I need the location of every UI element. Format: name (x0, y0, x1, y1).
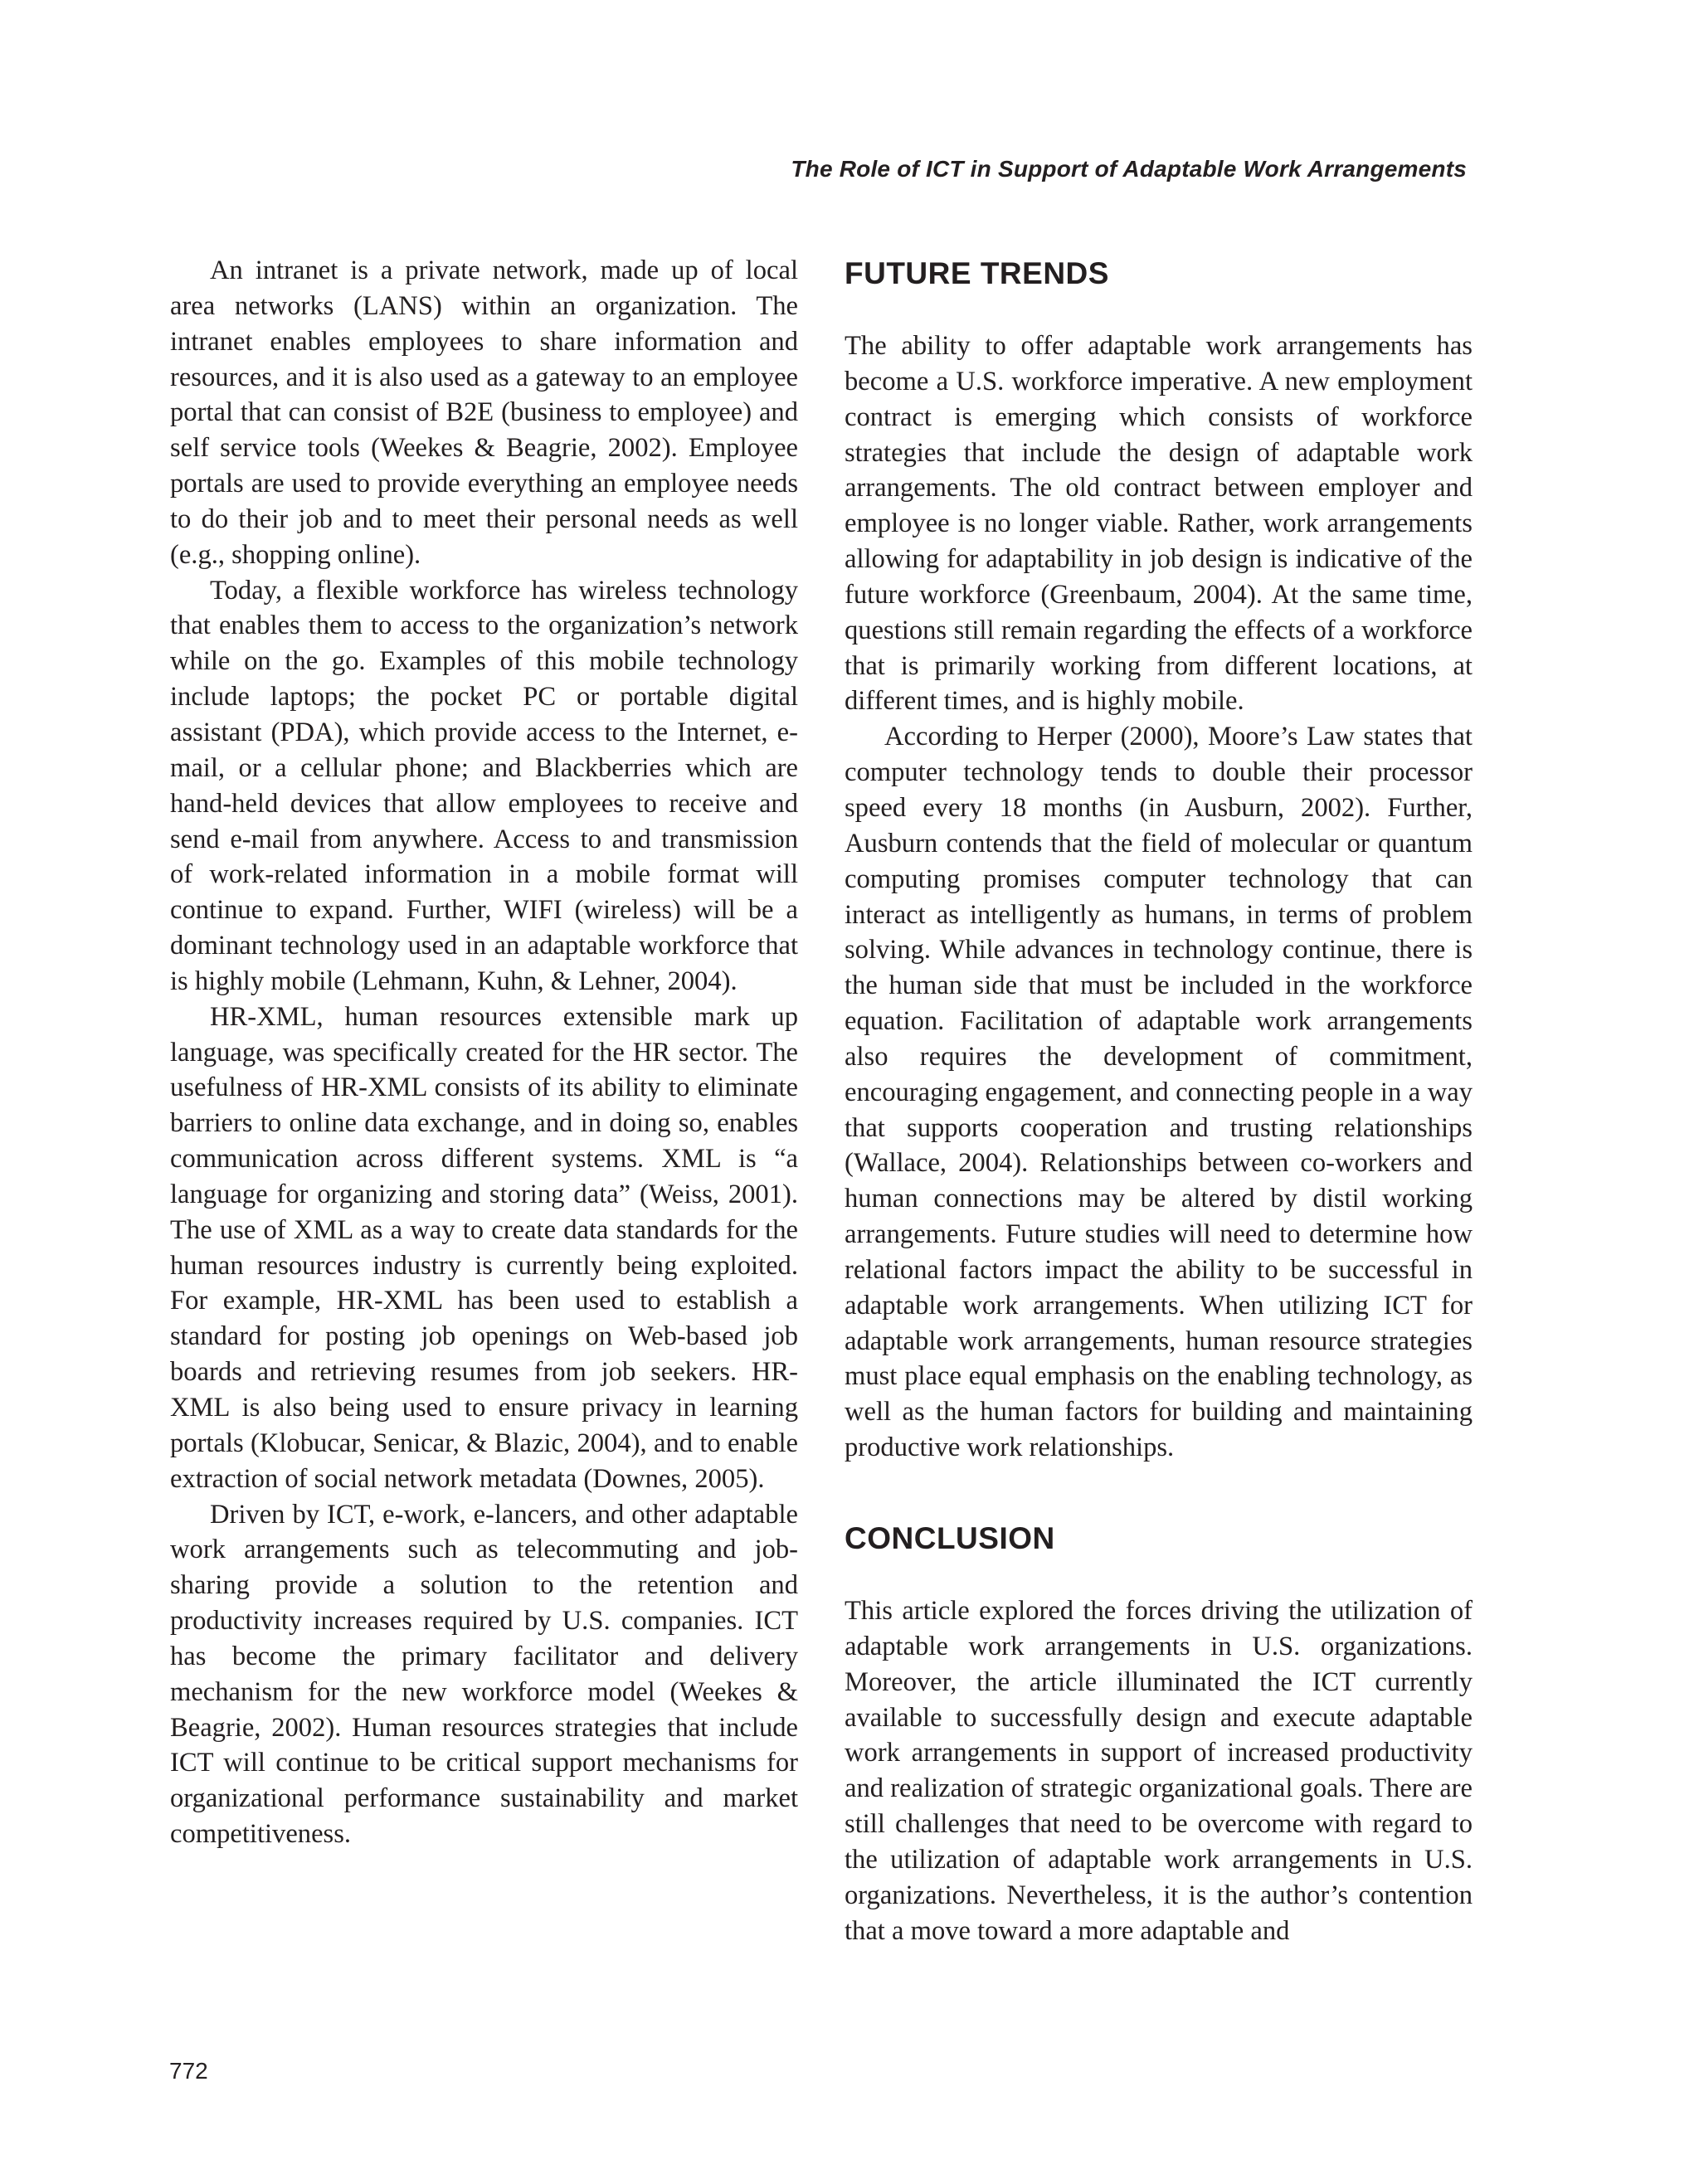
section-heading-conclusion: CONCLUSION (845, 1521, 1055, 1555)
page-number: 772 (169, 2058, 208, 2084)
paragraph-driven-by-ict: Driven by ICT, e-work, e-lancers, and other adaptable work arrangements such as telecommuting and job-sharing provide a solution to the retention and productivity increases required by U.S. companies. ICT has become the primary facilitator and delivery mechanism for the new workforce model (Weekes & Beagrie, 2002). Human resources strategies that include ICT will continue to be critical support mechanisms for organizational performance sustainability and market competitiveness. (170, 1499, 798, 1850)
paragraph-conclusion: This article explored the forces driving the utilization of adaptable work arrangements in U.S. organizations. Moreover, the article illuminated the ICT currently available to successfully design and execute adaptable work arrangements in support of increased productivity and realization of strategic organizational goals. There are still challenges that need to be overcome with regard to the utilization of adaptable work arrangements in U.S. organizations. Nevertheless, it is the author’s contention that a move toward a more adaptable and (845, 1596, 1473, 1946)
section-heading-future-trends: FUTURE TRENDS (845, 256, 1109, 290)
left-column (170, 253, 798, 1852)
paragraph-future-trends-2: According to Herper (2000), Moore’s Law states that computer technology tends to double their processor speed every 18 months (in Ausburn, 2002). Further, Ausburn contends that the field of molecular or quantum computing promises computer technology that can interact as intelligently as humans, in terms of problem solving. While advances in technology continue, there is the human side that must be included in the workforce equation. Facilitation of adaptable work arrangements also requires the development of commitment, encouraging engagement, and connecting people in a way that supports cooperation and trusting relationships (Wallace, 2004). Relationships between co-workers and human connections may be altered by distil working arrangements. Future studies will need to determine how relational factors impact the ability to be successful in adaptable work arrangements. When utilizing ICT for adaptable work arrangements, human resource strategies must place equal emphasis on the enabling technology, as well as the human factors for building and maintaining productive work relationships. (845, 722, 1473, 1463)
running-header: The Role of ICT in Support of Adaptable Work Arrangements (791, 156, 1467, 182)
paragraph-future-trends-1: The ability to offer adaptable work arrangements has become a U.S. workforce imperative. A new employment contract is emerging which consists of workforce strategies that include the design of adaptable work arrangements. The old contract between employer and employee is no longer viable. Rather, work arrangements allowing for adaptability in job design is indicative of the future workforce (Greenbaum, 2004). At the same time, questions still remain regarding the effects of a workforce that is primarily working from different locations, at different times, and is highly mobile. (845, 331, 1473, 717)
paragraph-wireless: Today, a flexible workforce has wireless technology that enables them to access to the organization’s network while on the go. Examples of this mobile technology include laptops; the pocket PC or portable digital assistant (PDA), which provide access to the Internet, e-mail, or a cellular phone; and Blackberries which are hand-held devices that allow employees to receive and send e-mail from anywhere. Access to and transmission of work-related information in a mobile format will continue to expand. Further, WIFI (wireless) will be a dominant technology used in an adaptable workforce that is highly mobile (Lehmann, Kuhn, & Lehner, 2004). (170, 575, 798, 996)
paragraph-intranet: An intranet is a private network, made up of local area networks (LANS) within an organization. The intranet enables employees to share information and resources, and it is also used as a gateway to an employee portal that can consist of B2E (business to employee) and self service tools (Weekes & Beagrie, 2002). Employee portals are used to provide everything an employee needs to do their job and to meet their personal needs as well (e.g., shopping online). (170, 255, 798, 570)
right-column (845, 255, 1473, 1948)
paragraph-hr-xml: HR-XML, human resources extensible mark up language, was specifically created for the HR sector. The usefulness of HR-XML consists of its ability to eliminate barriers to online data exchange, and in doing so, enables communication across different systems. XML is “a language for organizing and storing data” (Weiss, 2001). The use of XML as a way to create data standards for the human resources industry is currently being exploited. For example, HR-XML has been used to establish a standard for posting job openings on Web-based job boards and retrieving resumes from job seekers. HR-XML is also being used to ensure privacy in learning portals (Klobucar, Senicar, & Blazic, 2004), and to enable extraction of social network metadata (Downes, 2005). (170, 1001, 798, 1494)
